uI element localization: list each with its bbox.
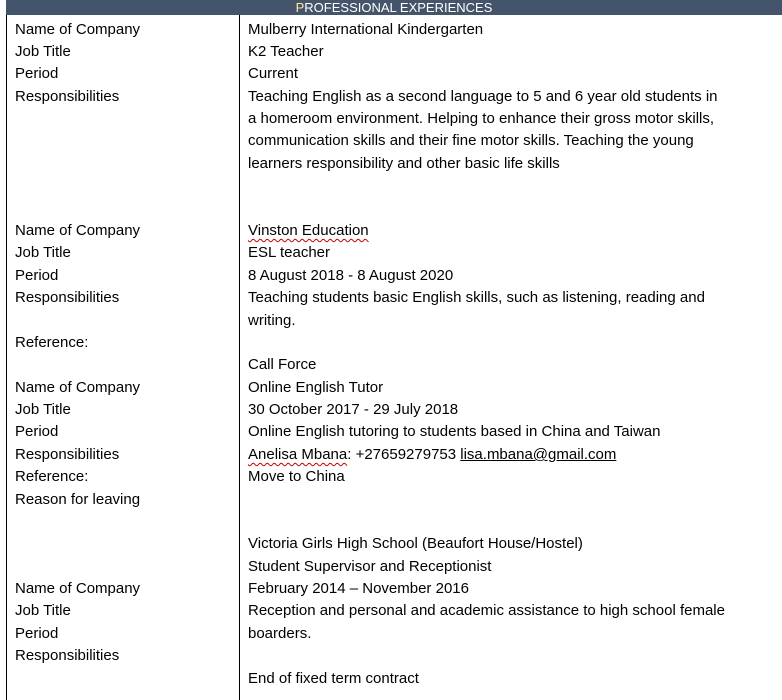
- entry2-reference: Call Force: [248, 356, 317, 373]
- reference-name: Anelisa Mbana: [248, 446, 348, 463]
- entry1-resp-line: a homeroom environment. Helping to enhance their gross motor skills,: [248, 110, 715, 127]
- entry1-resp-line: communication skills and their fine motor skills. Teaching the young: [248, 132, 694, 149]
- entry2-resp-line: writing.: [248, 312, 296, 329]
- table-left-border: [6, 15, 7, 700]
- label-reference: Reference:: [15, 468, 89, 485]
- label-responsibilities: Responsibilities: [15, 289, 120, 306]
- label-period: Period: [15, 423, 59, 440]
- entry1-company: Mulberry International Kindergarten: [248, 21, 484, 38]
- entry1-resp-line: learners responsibility and other basic life skills: [248, 155, 560, 172]
- label-period: Period: [15, 267, 59, 284]
- reference-email-link[interactable]: lisa.mbana@gmail.com: [460, 446, 617, 463]
- entry2-resp-line: Teaching students basic English skills, such as listening, reading and: [248, 289, 705, 306]
- label-job-title: Job Title: [15, 244, 71, 261]
- label-reference: Reference:: [15, 334, 89, 351]
- entry4-resp-line: boarders.: [248, 625, 312, 642]
- label-company: Name of Company: [15, 21, 141, 38]
- section-header: [6, 0, 782, 15]
- label-responsibilities: Responsibilities: [15, 647, 120, 664]
- label-period: Period: [15, 625, 59, 642]
- section-header-title: ROFESSIONAL EXPERIENCES: [304, 0, 493, 15]
- label-job-title: Job Title: [15, 43, 71, 60]
- label-job-title: Job Title: [15, 401, 71, 418]
- label-period: Period: [15, 65, 59, 82]
- reference-phone: : +27659279753: [347, 446, 461, 463]
- entry4-period: February 2014 – November 2016: [248, 580, 469, 597]
- entry4-job-title: Student Supervisor and Receptionist: [248, 558, 492, 575]
- entry3-reason: Move to China: [248, 468, 345, 485]
- entry3-period: 30 October 2017 - 29 July 2018: [248, 401, 459, 418]
- label-responsibilities: Responsibilities: [15, 446, 120, 463]
- entry1-period: Current: [248, 65, 299, 82]
- label-company: Name of Company: [15, 379, 141, 396]
- entry2-job-title: ESL teacher: [248, 244, 330, 261]
- entry4-resp-line: Reception and personal and academic assistance to high school female: [248, 602, 725, 619]
- entry4-reason: End of fixed term contract: [248, 670, 419, 687]
- label-responsibilities: Responsibilities: [15, 88, 120, 105]
- entry2-company: Vinston Education: [248, 222, 369, 239]
- label-job-title: Job Title: [15, 602, 71, 619]
- entry4-company: Victoria Girls High School (Beaufort House/Hostel): [248, 535, 583, 552]
- entry3-reference: [248, 444, 616, 466]
- entry1-resp-line: Teaching English as a second language to 5 and 6 year old students in: [248, 88, 718, 105]
- entry2-period: 8 August 2018 - 8 August 2020: [248, 267, 454, 284]
- table-column-divider: [239, 15, 240, 700]
- entry1-job-title: K2 Teacher: [248, 43, 324, 60]
- label-company: Name of Company: [15, 222, 141, 239]
- entry3-company: Online English Tutor: [248, 379, 384, 396]
- section-header-initial: P: [295, 0, 305, 15]
- entry3-responsibilities: Online English tutoring to students based in China and Taiwan: [248, 423, 661, 440]
- label-company: Name of Company: [15, 580, 141, 597]
- label-reason-for-leaving: Reason for leaving: [15, 491, 141, 508]
